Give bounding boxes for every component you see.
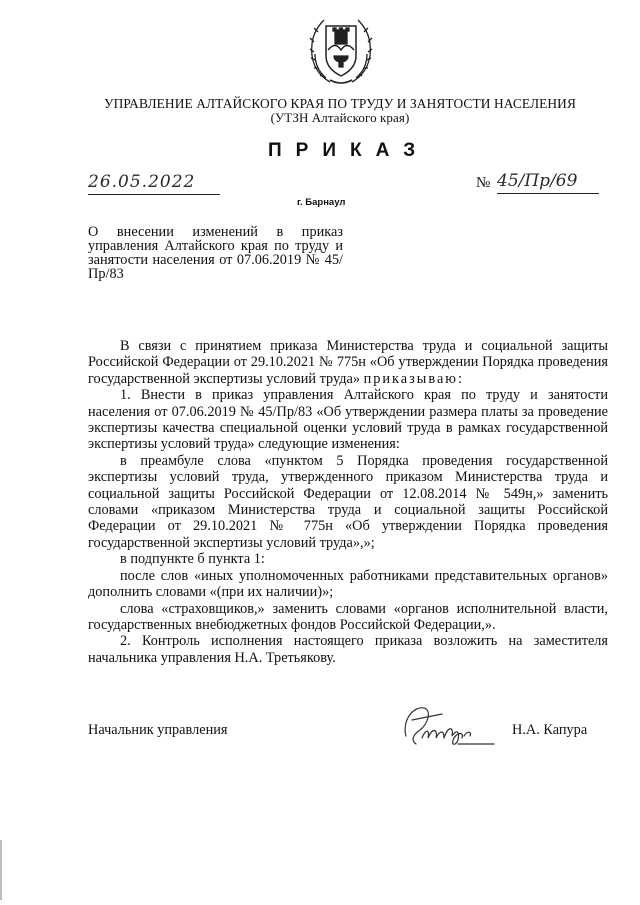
signer-title: Начальник управления — [88, 722, 228, 738]
document-date: 26.05.2022 — [88, 172, 220, 195]
document-city: г. Барнаул — [297, 197, 346, 208]
document-number-label: № — [476, 175, 491, 191]
paragraph-preamble-text: В связи с принятием приказа Министерства труда и социальной защиты Российской Федерации от 29.10.2021 № 775н «Об утверждении Порядка проведения государственной экспертизы условий труда» — [88, 338, 608, 387]
scan-edge-mark — [0, 840, 2, 900]
handwritten-signature-icon — [398, 700, 498, 750]
paragraph-replacement: слова «страховщиков,» заменить словами «органов исполнительной власти, государственных внебюджетных фондов Российской Федерации,». — [88, 600, 608, 633]
paragraph-item-2: 2. Контроль исполнения настоящего приказа возложить на заместителя начальника управления Н.А. Третьякову. — [88, 633, 608, 666]
altai-krai-coat-of-arms-icon — [306, 8, 376, 88]
document-type-title: ПРИКАЗ — [268, 140, 430, 161]
paragraph-item-1: 1. Внести в приказ управления Алтайского края по труду и занятости населения от 07.06.2019 № 45/Пр/83 «Об утверждении размера платы за проведение экспертизы качества специальной оценки условий труда в рамках государственной экспертизы условий труда» следующие изменения: — [88, 387, 608, 453]
order-keyword: приказываю — [363, 370, 458, 387]
agency-name: УПРАВЛЕНИЕ АЛТАЙСКОГО КРАЯ ПО ТРУДУ И ЗАНЯТОСТИ НАСЕЛЕНИЯ — [104, 96, 576, 111]
paragraph-preamble-change: в преамбуле слова «пунктом 5 Порядка проведения государственной экспертизы условий труда, утвержденного приказом Министерства труда и социальной защиты Российской Федерации от 12.08.2014 № 549н,» заменить словами «приказом Министерства труда и социальной защиты Российской Федерации от 29.10.2021 № 775н «Об утверждении Порядка проведения государственной экспертизы условий труда»,»; — [88, 452, 608, 551]
document-subject: О внесении изменений в приказ управления Алтайского края по труду и занятости населения от 07.06.2019 № 45/Пр/83 — [88, 224, 343, 282]
agency-short-name: (УТЗН Алтайского края) — [270, 110, 410, 125]
paragraph-preamble-end: : — [457, 370, 462, 387]
paragraph-subitem-b: в подпункте б пункта 1: — [120, 551, 265, 568]
paragraph-addition: после слов «иных уполномоченных работниками представительных органов» дополнить словами «(при их наличии)»; — [88, 567, 608, 601]
document-number: 45/Пр/69 — [497, 171, 599, 194]
paragraph-preamble — [88, 338, 608, 387]
document-body — [88, 338, 608, 666]
signer-name: Н.А. Капура — [512, 722, 588, 738]
